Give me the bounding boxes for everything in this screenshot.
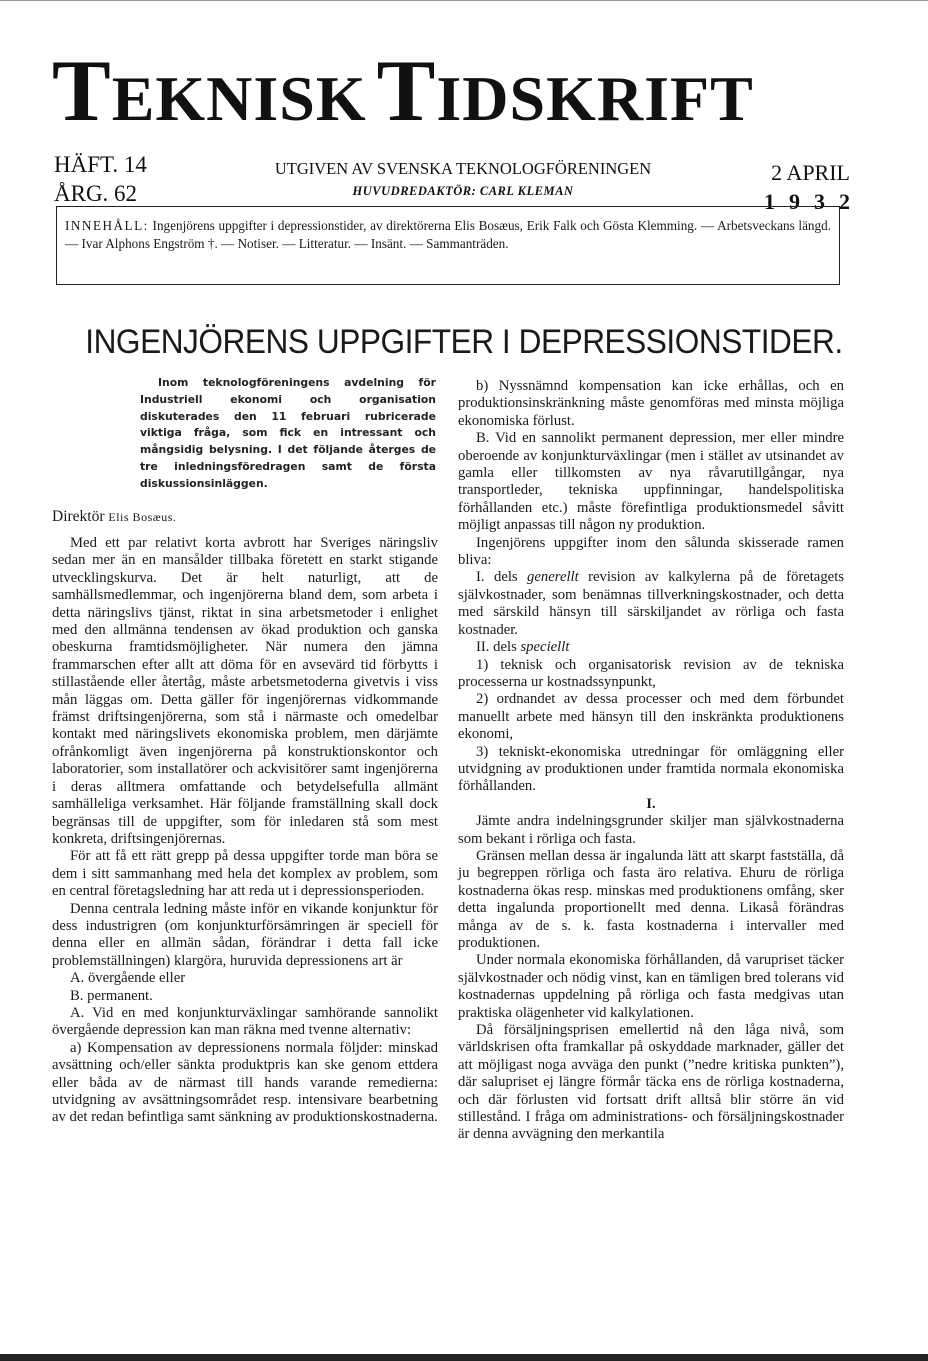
contents-label: INNEHÅLL:: [65, 218, 149, 233]
paragraph: 2) ordnandet av dessa processer och med dem förbundet manuellt arbete med hänsyn till den inskränkta produktionens ekonomi,: [458, 691, 844, 743]
volume-number: ÅRG. 62: [54, 181, 138, 206]
paragraph: B. Vid en sannolikt permanent depression, mer eller mindre oberoende av konjunkturväxlingar (men i stället av utsinandet av gamla eller tillkomsten av nya råvarutillgångar, nya transportleder, tekniska uppfinningar, handelspolitiska förhållanden etc.) måste förefintliga produktionsmedel såvitt möjligt anpassas till någon ny produktion.: [458, 430, 844, 534]
masthead-t2-rest: IDSKRIFT: [436, 63, 754, 134]
article-intro: Inom teknologföreningens avdelning för Industriell ekonomi och organisation diskuterades den 11 februari rubricerade viktiga fråga, som fick en intressant och mångsidig belysning. I det följande återges de tre inledningsföredragen samt de första diskussionsinläggen.: [140, 376, 436, 490]
emphasis: speciellt: [520, 639, 570, 656]
paragraph: a) Kompensation av depressionens normala följder: minskad avsättning och/eller sänkta produktpris kan ske genom ettdera eller båda av de närmast till hands varande remedierna: utvidgning av avsättningsområdet resp. intensivare bearbetning av det redan befintliga samt sänkning av produktionskostnaderna.: [52, 1039, 438, 1126]
article-title: INGENJÖRENS UPPGIFTER I DEPRESSIONSTIDER.: [85, 323, 843, 361]
paragraph: [458, 639, 844, 656]
issue-info: [54, 150, 147, 208]
publisher-line: UTGIVEN AV SVENSKA TEKNOLOGFÖRENINGEN: [274, 159, 652, 178]
emphasis: generellt: [527, 569, 579, 586]
paragraph: Då försäljningsprisen emellertid nå den låga nivå, som världskrisen ofta framkallar på oskyddade marknader, gäller det att möjligast noga avväga den punkt (”nedre kritiska punkten”), där salupriset ej längre förmår täcka ens de rörliga kostnaderna, och där förlusten vid fortsatt drift alltså blir större än vid stillestånd. I fråga om administrations- och försäljningskostnader är denna avvägning den merkantila: [458, 1022, 844, 1143]
left-column: [52, 535, 438, 1127]
text-run: I. dels: [476, 569, 528, 586]
author-line: [52, 507, 176, 527]
contents-text: Ingenjörens uppgifter i depressionstider, av direktörerna Elis Bosæus, Erik Falk och Gösta Klemming. — Arbetsveckans längd. — Ivar Alphons Engström †. — Notiser. — Litteratur. — Insänt. — Sammanträden.: [65, 218, 832, 251]
text-run: II. dels: [476, 639, 521, 656]
author-name: Elis Bosæus.: [108, 510, 177, 524]
masthead-t1-rest: EKNISK: [111, 63, 367, 134]
right-column: [458, 378, 844, 1144]
list-item: A. övergående eller: [70, 970, 186, 987]
author-prefix: Direktör: [52, 508, 105, 525]
section-heading: I.: [646, 795, 656, 812]
year-line: 1932: [764, 189, 864, 214]
top-rule: [0, 0, 928, 1]
paragraph: b) Nyssnämnd kompensation kan icke erhållas, och en produktionsinskränkning måste genomföras med minsta möjliga ekonomiska förlust.: [458, 378, 844, 429]
contents-box: [56, 206, 840, 285]
paragraph: För att få ett rätt grepp på dessa uppgifter torde man böra se dem i sitt sammanhang med hela det komplex av problem, som en central företagsledning har att reda ut i depressionsperioden.: [52, 848, 438, 900]
paragraph: Under normala ekonomiska förhållanden, då varupriset täcker självkostnader och nödig vinst, kan en tämligen bred tolerans vid kostnadernas uppdelning på rörliga och fasta medgivas utan praktiska olägenheter vid kalkylationen.: [458, 952, 844, 1021]
masthead-title: [52, 43, 852, 140]
list-item: B. permanent.: [70, 987, 153, 1004]
paragraph: Ingenjörens uppgifter inom den sålunda skisserade ramen bliva:: [458, 534, 844, 569]
paragraph: A. Vid en med konjunkturväxlingar samhörande sannolikt övergående depression kan man räkna med tvenne alternativ:: [52, 1004, 438, 1039]
bottom-rule: [0, 1354, 928, 1361]
paragraph: 3) tekniskt-ekonomiska utredningar för omläggning eller utvidgning av produktionen under framtida normala ekonomiska förhållanden.: [458, 743, 844, 795]
publisher-info: [230, 158, 696, 202]
paragraph: Denna centrala ledning måste inför en vikande konjunktur för dess industrigren (om konjunkturförsämringen är speciell för denna eller en allmän sådan, förändrar i detta fall icke problemställningen) klargöra, huruvida depressionens art är: [52, 900, 438, 969]
masthead-t2-cap: T: [376, 43, 437, 140]
paragraph: [458, 569, 844, 639]
paragraph: Jämte andra indelningsgrunder skiljer man självkostnaderna som bekant i rörliga och fasta.: [458, 813, 844, 847]
editor-line: HUVUDREDAKTÖR: CARL KLEMAN: [352, 184, 574, 198]
issue-number: HÄFT. 14: [54, 152, 147, 177]
paragraph: 1) teknisk och organisatorisk revision av de tekniska processerna ur kostnadssynpunkt,: [458, 656, 844, 690]
paragraph: Gränsen mellan dessa är ingalunda lätt att skarpt fastställa, då ju begreppen rörliga och fasta äro relativa. Ehuru de rörliga kostnaderna ökas resp. minskas med produktionens omfång, sker detta ingalunda proportionellt med denna. Likaså förändras många av de s. k. fasta kostnaderna i intervaller med produktionen.: [458, 847, 844, 951]
date-line: 2 APRIL: [771, 160, 850, 185]
paragraph: Med ett par relativt korta avbrott har Sveriges näringsliv sedan mer än en mansålder tillbaka företett en starkt stigande utvecklingskurva. Det är helt naturligt, att de samhällsmedlemmar, och ingenjörerna bland dem, som arbeta i detta näringslivs tjänst, riktat in sina arbetsmetoder i enlighet med den allmänna tendensen av ökad produktion och ganska obeskurna framtidsmöjligheter. När numera den jämna frammarschen efter allt att döma för en avsevärd tid förbytts i stillastående eller återtåg, måste arbetsmetoderna givetvis i viss mån läggas om. Detta gäller för ingenjörernas vidkommande främst driftsingenjörerna, som stå i närmaste och omedelbar kontakt med näringslivets ekonomiska problem, men därjämte ofrånkomligt även ingenjörerna på konstruktionskontor och laboratorier, som installatörer och ackvisitörer samt ingenjörerna i deras alltmera omfattande och betydelsefulla allmänt samhälleliga verksamhet. Här följande framställning skall dock begränsas till de uppgifter, som för inledaren stå som mest konkreta, driftsingenjörernas.: [52, 535, 438, 847]
text-run: revision av kalkylerna på de företagets självkostnader, som benämnas tillverkningskostnader, och detta med särskild hänsyn till särskiljandet av rörliga och fasta kostnader.: [458, 569, 844, 638]
masthead-t1-cap: T: [52, 43, 112, 140]
